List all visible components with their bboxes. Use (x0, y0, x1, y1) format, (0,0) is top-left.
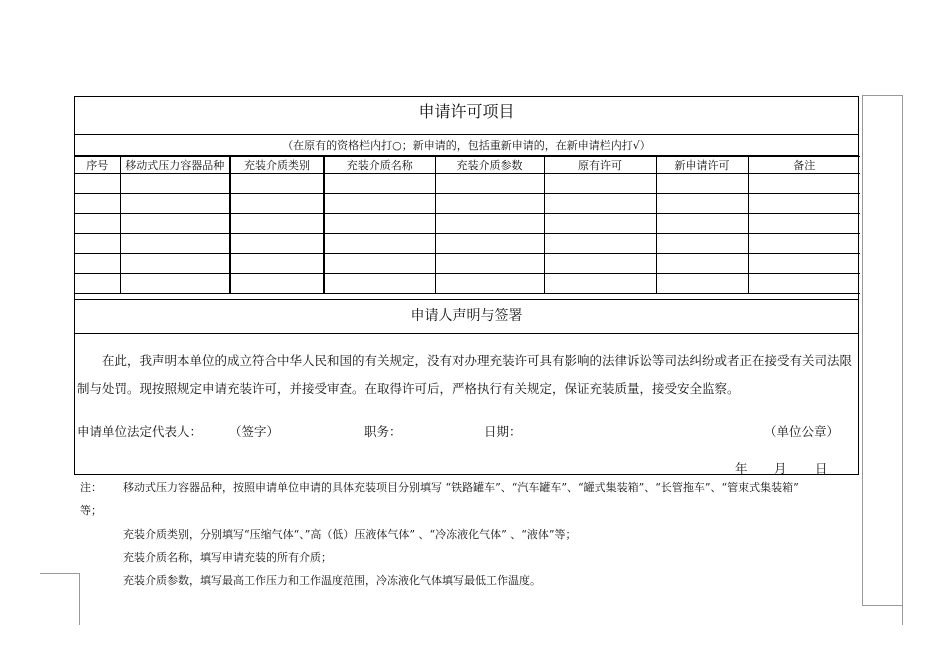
cell-vessel-type[interactable] (120, 174, 230, 194)
cell-remarks[interactable] (748, 174, 860, 194)
col-header-remarks: 备注 (748, 157, 860, 174)
notes-label: 注： (80, 481, 102, 494)
cell-new-permit[interactable] (656, 214, 748, 234)
table-row (75, 174, 860, 194)
form-instruction: （在原有的资格栏内打○；新申请的，包括重新申请的，在新申请栏内打√） (75, 135, 858, 156)
cell-new-permit[interactable] (656, 174, 748, 194)
legal-rep-label: 申请单位法定代表人： (77, 424, 203, 439)
note-medium-params: 充装介质参数，填写最高工作压力和工作温度范围，冷冻液化气体填写最低工作温度。 (123, 574, 541, 587)
unit-seal-label: （单位公章） (764, 424, 840, 439)
note-medium-name: 充装介质名称，填写申请充装的所有介质； (123, 551, 332, 564)
cell-index[interactable] (75, 234, 120, 254)
cell-medium-name[interactable] (324, 254, 435, 274)
cell-remarks[interactable] (748, 234, 860, 254)
cell-existing-permit[interactable] (544, 234, 656, 254)
cell-new-permit[interactable] (656, 194, 748, 214)
cell-medium-category[interactable] (230, 214, 324, 234)
cell-existing-permit[interactable] (544, 194, 656, 214)
year-label: 年 (735, 461, 748, 476)
day-label: 日 (815, 461, 828, 476)
declaration-text: 在此，我声明本单位的成立符合中华人民和国的有关规定，没有对办理充装许可具有影响的法律诉讼等司法纠纷或者正在接受有关司法限制与处罚。现按照规定申请充装许可，并接受审查。在取得许可后，严格执行有关规定，保证充装质量，接受安全监察。 (77, 353, 853, 396)
cell-existing-permit[interactable] (544, 214, 656, 234)
cell-medium-params[interactable] (435, 274, 544, 294)
cell-medium-name[interactable] (324, 274, 435, 294)
cell-medium-category[interactable] (230, 274, 324, 294)
note-vessel-type: 移动式压力容器品种，按照申请单位申请的具体充装项目分别填写 “铁路罐车”、“汽车罐车”、“罐式集装箱”、“长管拖车”、“管束式集装箱” (123, 481, 799, 494)
cell-vessel-type[interactable] (120, 274, 230, 294)
cell-medium-params[interactable] (435, 254, 544, 274)
cell-index[interactable] (75, 214, 120, 234)
table-header-row (75, 157, 860, 174)
cell-medium-params[interactable] (435, 174, 544, 194)
cell-medium-category[interactable] (230, 234, 324, 254)
note-vessel-type-cont: 等； (80, 504, 102, 517)
page-edge-right-vertical (862, 95, 863, 606)
cell-index[interactable] (75, 254, 120, 274)
cell-existing-permit[interactable] (544, 254, 656, 274)
cell-new-permit[interactable] (656, 254, 748, 274)
form-title: 申请许可项目 (75, 97, 858, 135)
table-row (75, 214, 860, 234)
cell-vessel-type[interactable] (120, 214, 230, 234)
cell-existing-permit[interactable] (544, 274, 656, 294)
cell-new-permit[interactable] (656, 274, 748, 294)
cell-medium-name[interactable] (324, 214, 435, 234)
cell-index[interactable] (75, 274, 120, 294)
month-label: 月 (774, 461, 787, 476)
cell-existing-permit[interactable] (544, 174, 656, 194)
cell-medium-name[interactable] (324, 174, 435, 194)
page-edge-bottom-left (40, 573, 79, 574)
cell-index[interactable] (75, 174, 120, 194)
col-header-new-permit: 新申请许可 (656, 157, 748, 174)
cell-medium-category[interactable] (230, 254, 324, 274)
permit-items-table (75, 156, 860, 294)
cell-new-permit[interactable] (656, 234, 748, 254)
cell-medium-name[interactable] (324, 234, 435, 254)
page-edge-left-vertical (79, 573, 80, 625)
cell-medium-params[interactable] (435, 194, 544, 214)
page-edge-far-right (902, 95, 903, 625)
cell-remarks[interactable] (748, 274, 860, 294)
table-row (75, 194, 860, 214)
cell-vessel-type[interactable] (120, 194, 230, 214)
cell-remarks[interactable] (748, 194, 860, 214)
page-edge-top-right (862, 95, 902, 96)
table-row (75, 274, 860, 294)
col-header-vessel-type: 移动式压力容器品种 (120, 157, 230, 174)
table-row (75, 234, 860, 254)
table-row (75, 254, 860, 274)
col-header-medium-name: 充装介质名称 (324, 157, 435, 174)
note-medium-category: 充装介质类别，分别填写“压缩气体“、”高（低）压液体气体” 、“冷冻液化气体” 、“液体”等； (123, 528, 577, 541)
cell-remarks[interactable] (748, 254, 860, 274)
cell-medium-name[interactable] (324, 194, 435, 214)
page-edge-bottom-right (862, 605, 902, 606)
cell-medium-params[interactable] (435, 234, 544, 254)
cell-medium-category[interactable] (230, 174, 324, 194)
cell-vessel-type[interactable] (120, 234, 230, 254)
cell-index[interactable] (75, 194, 120, 214)
date-label[interactable]: 日期： (484, 424, 522, 439)
signature-label[interactable]: （签字） (229, 424, 280, 439)
cell-vessel-type[interactable] (120, 254, 230, 274)
col-header-medium-params: 充装介质参数 (435, 157, 544, 174)
col-header-index: 序号 (75, 157, 120, 174)
cell-remarks[interactable] (748, 214, 860, 234)
declaration-title: 申请人声明与签署 (75, 299, 858, 334)
permit-application-form (74, 96, 859, 475)
position-label[interactable]: 职务： (364, 424, 402, 439)
col-header-existing-permit: 原有许可 (544, 157, 656, 174)
cell-medium-params[interactable] (435, 214, 544, 234)
col-header-medium-category: 充装介质类别 (230, 157, 324, 174)
cell-medium-category[interactable] (230, 194, 324, 214)
